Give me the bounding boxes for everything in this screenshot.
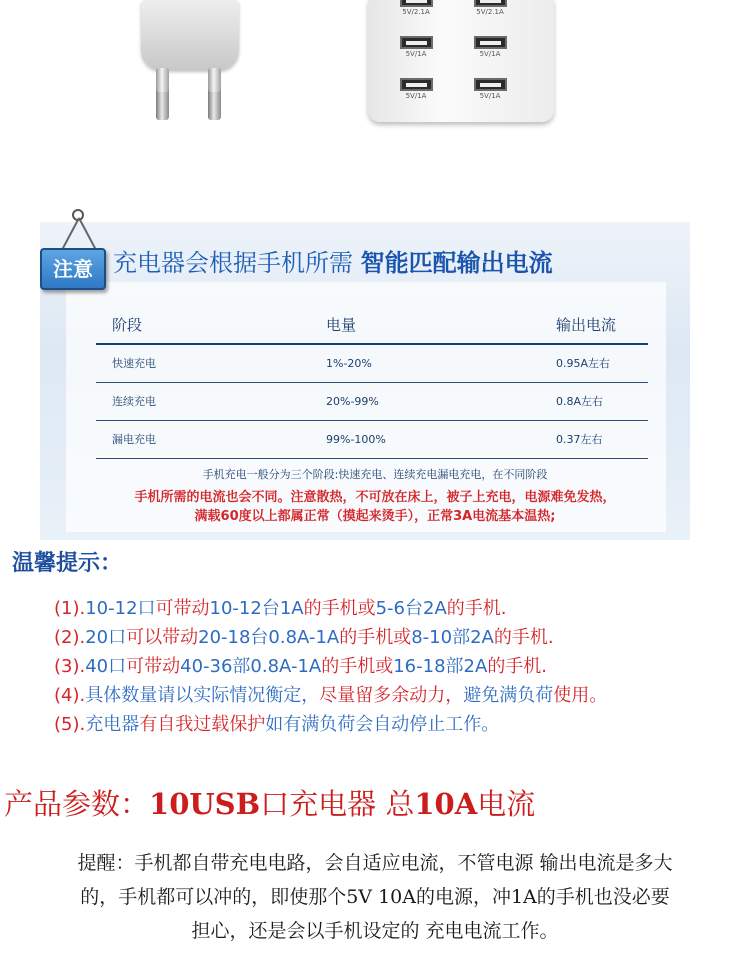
reminder-line: 提醒：手机都自带充电电路，会自适应电流，不管电源 输出电流是多大 [77, 852, 673, 874]
reminder-line: 的，手机都可以冲的，即使那个5V 10A的电源，冲1A的手机也没必要 [80, 886, 670, 908]
cell-stage: 连续充电 [96, 382, 296, 420]
headline-normal: 充电器会根据手机所需 [113, 249, 353, 277]
notice-headline [113, 246, 553, 280]
heat-warning [60, 488, 690, 526]
cell-current: 0.8A左右 [516, 382, 648, 420]
usb-port: 5V/1A [398, 36, 434, 56]
cell-stage: 漏电充电 [96, 420, 296, 458]
cell-current: 0.37左右 [516, 420, 648, 458]
plug-pin-left [156, 68, 169, 120]
table-row [96, 420, 648, 458]
list-item: (2).20口可以带动20-18台0.8A-1A的手机或8-10部2A的手机. [54, 627, 554, 648]
stage-note: 手机充电一般分为三个阶段:快速充电、连续充电漏电充电，在不同阶段 [202, 468, 548, 481]
product-params-title: 产品参数：10USB口充电器 总10A电流 [4, 787, 536, 821]
usb-port: 5V/2.1A [472, 0, 508, 14]
heat-warning-line: 满载60度以上都属正常（摸起来烫手），正常3A电流基本温热; [194, 509, 556, 524]
power-plug [141, 0, 239, 70]
reminder-line: 担心，还是会以手机设定的 充电电流工作。 [191, 920, 559, 942]
notice-tag [40, 248, 106, 292]
cell-battery: 20%-99% [296, 382, 516, 420]
headline-bold: 智能匹配输出电流 [360, 249, 553, 277]
header-stage: 阶段 [96, 306, 296, 344]
list-item: (4).具体数量请以实际情况衡定，尽量留多余动力，避免满负荷使用。 [54, 685, 608, 706]
header-battery: 电量 [296, 306, 516, 344]
list-item: (5).充电器有自我过载保护如有满负荷会自动停止工作。 [54, 714, 500, 735]
plug-pin-right [208, 68, 221, 120]
table-row [96, 382, 648, 420]
list-item: (1).10-12口可带动10-12台1A的手机或5-6台2A的手机. [54, 598, 507, 619]
cell-current: 0.95A左右 [516, 344, 648, 382]
usb-port: 5V/1A [472, 36, 508, 56]
usb-charger-hub [368, 0, 554, 122]
reminder-paragraph [0, 846, 750, 948]
cell-battery: 99%-100% [296, 420, 516, 458]
header-current: 输出电流 [516, 306, 648, 344]
cell-stage: 快速充电 [96, 344, 296, 382]
table-row [96, 344, 648, 382]
charging-stage-table [96, 306, 648, 459]
table-header-row [96, 306, 648, 344]
notice-tag-label: 注意 [40, 248, 106, 290]
tips-title: 温馨提示： [12, 551, 123, 576]
tips-list [54, 594, 607, 739]
list-item: (3).40口可带动40-36部0.8A-1A的手机或16-18部2A的手机. [54, 656, 548, 677]
usb-port: 5V/2.1A [398, 0, 434, 14]
usb-port: 5V/1A [472, 78, 508, 98]
usb-port: 5V/1A [398, 78, 434, 98]
product-photo [0, 0, 750, 130]
cell-battery: 1%-20% [296, 344, 516, 382]
heat-warning-line: 手机所需的电流也会不同。注意散热，不可放在床上，被子上充电，电源难免发热， [134, 490, 616, 505]
